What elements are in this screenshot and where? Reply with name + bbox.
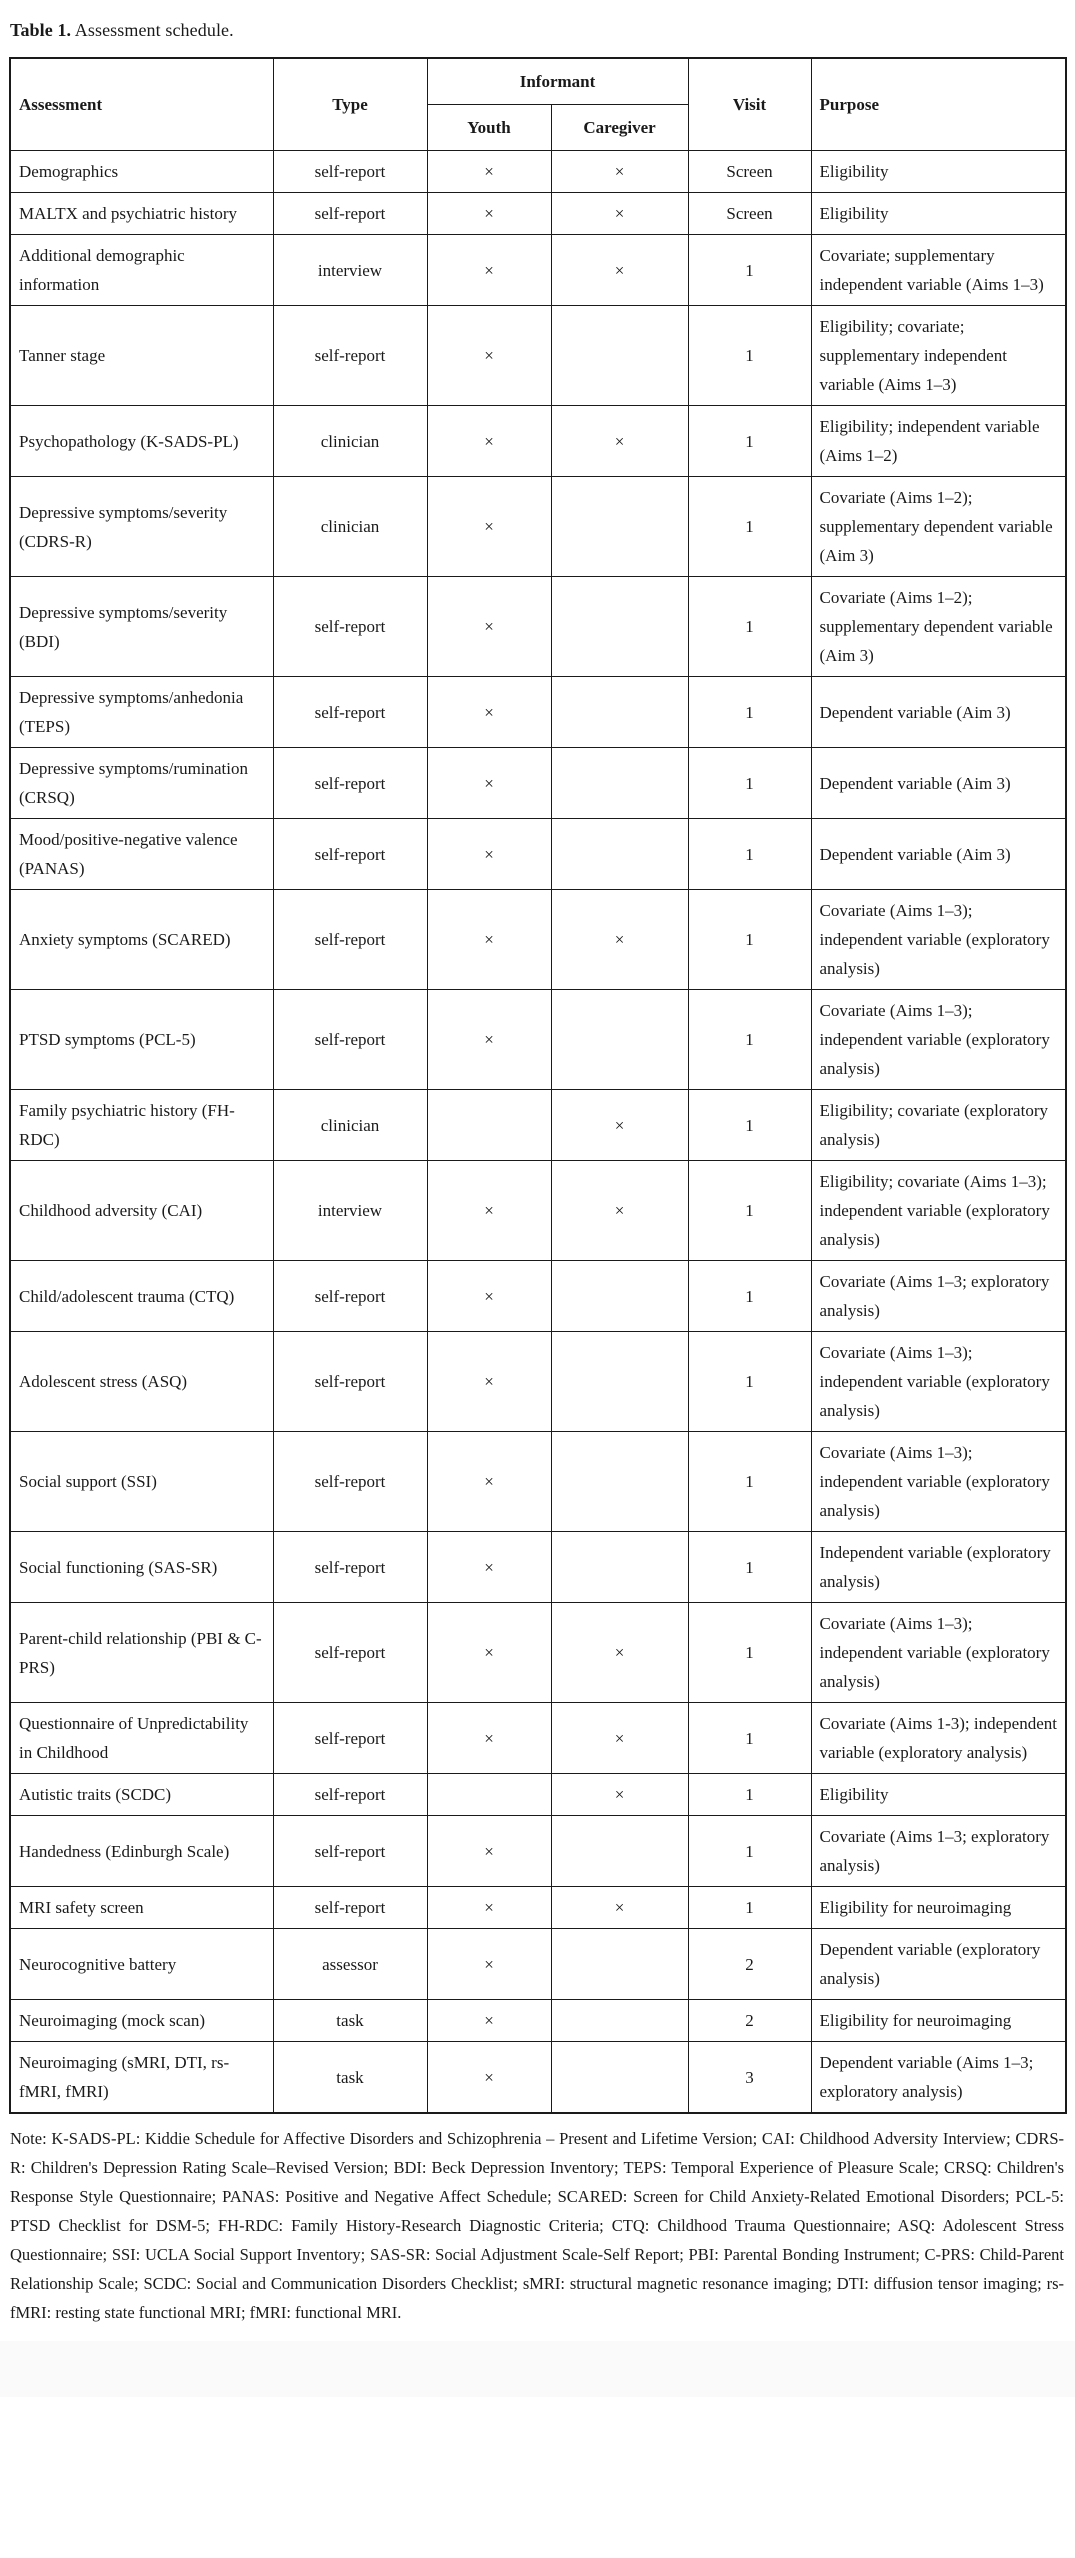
type-cell: self-report	[273, 1703, 427, 1774]
caregiver-cell	[551, 477, 688, 577]
visit-cell: 1	[688, 1161, 811, 1261]
assessment-cell: Demographics	[10, 151, 273, 193]
table-row	[10, 1603, 1066, 1703]
type-cell: self-report	[273, 193, 427, 235]
type-cell: self-report	[273, 677, 427, 748]
assessment-cell: Handedness (Edinburgh Scale)	[10, 1816, 273, 1887]
table-row	[10, 890, 1066, 990]
assessment-cell: Questionnaire of Unpredictability in Childhood	[10, 1703, 273, 1774]
visit-cell: 1	[688, 1703, 811, 1774]
purpose-cell: Covariate; supplementary independent variable (Aims 1–3)	[811, 235, 1066, 306]
purpose-cell: Covariate (Aims 1–3; exploratory analysis)	[811, 1261, 1066, 1332]
youth-cell: ×	[427, 890, 551, 990]
page-bottom-area	[0, 2341, 1075, 2397]
purpose-cell: Covariate (Aims 1–3); independent variable (exploratory analysis)	[811, 1603, 1066, 1703]
caregiver-cell	[551, 577, 688, 677]
purpose-cell: Eligibility for neuroimaging	[811, 1887, 1066, 1929]
caregiver-cell	[551, 1532, 688, 1603]
caregiver-cell	[551, 819, 688, 890]
table-row	[10, 1703, 1066, 1774]
purpose-cell: Eligibility	[811, 151, 1066, 193]
type-cell: self-report	[273, 990, 427, 1090]
type-cell: self-report	[273, 306, 427, 406]
table-row	[10, 577, 1066, 677]
table-row	[10, 1432, 1066, 1532]
table-row	[10, 235, 1066, 306]
caregiver-cell	[551, 748, 688, 819]
purpose-cell: Covariate (Aims 1–3); independent variable (exploratory analysis)	[811, 1332, 1066, 1432]
header-informant: Informant	[427, 58, 688, 105]
type-cell: assessor	[273, 1929, 427, 2000]
youth-cell: ×	[427, 2000, 551, 2042]
purpose-cell: Eligibility; covariate; supplementary independent variable (Aims 1–3)	[811, 306, 1066, 406]
type-cell: task	[273, 2042, 427, 2114]
assessment-cell: Mood/positive-negative valence (PANAS)	[10, 819, 273, 890]
table-number-label: Table 1.	[10, 20, 72, 40]
table-title	[10, 20, 1066, 41]
purpose-cell: Dependent variable (Aim 3)	[811, 819, 1066, 890]
youth-cell: ×	[427, 748, 551, 819]
header-row-top	[10, 58, 1066, 105]
visit-cell: 1	[688, 1090, 811, 1161]
type-cell: self-report	[273, 1432, 427, 1532]
assessment-cell: Tanner stage	[10, 306, 273, 406]
table-row	[10, 193, 1066, 235]
visit-cell: 1	[688, 819, 811, 890]
table-header	[10, 58, 1066, 151]
assessment-cell: Child/adolescent trauma (CTQ)	[10, 1261, 273, 1332]
type-cell: self-report	[273, 1332, 427, 1432]
youth-cell: ×	[427, 677, 551, 748]
youth-cell: ×	[427, 2042, 551, 2114]
assessment-cell: Additional demographic information	[10, 235, 273, 306]
type-cell: self-report	[273, 1816, 427, 1887]
visit-cell: 2	[688, 2000, 811, 2042]
assessment-cell: Anxiety symptoms (SCARED)	[10, 890, 273, 990]
table-row	[10, 2000, 1066, 2042]
table-row	[10, 2042, 1066, 2114]
visit-cell: 1	[688, 1887, 811, 1929]
header-visit: Visit	[688, 58, 811, 151]
caregiver-cell: ×	[551, 1703, 688, 1774]
assessment-schedule-table	[9, 57, 1067, 2114]
youth-cell: ×	[427, 1703, 551, 1774]
youth-cell: ×	[427, 477, 551, 577]
table-note: Note: K-SADS-PL: Kiddie Schedule for Affective Disorders and Schizophrenia – Present and Lifetime Version; CAI: Childhood Adversity Interview; CDRS-R: Children's Depression Rating Scale–Revised Version; BDI: Beck Depression Inventory; TEPS: Temporal Experience of Pleasure Scale; CRSQ: Children's Response Style Questionnaire; PANAS: Positive and Negative Affect Schedule; SCARED: Screen for Child Anxiety-Related Emotional Disorders; PCL-5: PTSD Checklist for DSM-5; FH-RDC: Family History-Research Diagnostic Criteria; CTQ: Childhood Trauma Questionnaire; ASQ: Adolescent Stress Questionnaire; SSI: UCLA Social Support Inventory; SAS-SR: Social Adjustment Scale-Self Report; PBI: Parental Bonding Instrument; C-PRS: Child-Parent Relationship Scale; SCDC: Social and Communication Disorders Checklist; sMRI: structural magnetic resonance imaging; DTI: diffusion tensor imaging; rs-fMRI: resting state functional MRI; fMRI: functional MRI.	[10, 2129, 1064, 2322]
assessment-cell: Adolescent stress (ASQ)	[10, 1332, 273, 1432]
purpose-cell: Dependent variable (Aim 3)	[811, 748, 1066, 819]
type-cell: self-report	[273, 819, 427, 890]
youth-cell: ×	[427, 1261, 551, 1332]
table-row	[10, 1261, 1066, 1332]
header-caregiver: Caregiver	[551, 105, 688, 151]
table-row	[10, 1774, 1066, 1816]
purpose-cell: Dependent variable (Aims 1–3; exploratory analysis)	[811, 2042, 1066, 2114]
youth-cell: ×	[427, 1432, 551, 1532]
assessment-cell: Parent-child relationship (PBI & C-PRS)	[10, 1603, 273, 1703]
purpose-cell: Eligibility	[811, 1774, 1066, 1816]
caregiver-cell	[551, 2000, 688, 2042]
purpose-cell: Covariate (Aims 1–3); independent variable (exploratory analysis)	[811, 890, 1066, 990]
purpose-cell: Eligibility; covariate (Aims 1–3); independent variable (exploratory analysis)	[811, 1161, 1066, 1261]
visit-cell: 1	[688, 406, 811, 477]
assessment-cell: MRI safety screen	[10, 1887, 273, 1929]
caregiver-cell: ×	[551, 1161, 688, 1261]
purpose-cell: Eligibility; covariate (exploratory analysis)	[811, 1090, 1066, 1161]
assessment-cell: Neuroimaging (sMRI, DTI, rs-fMRI, fMRI)	[10, 2042, 273, 2114]
type-cell: self-report	[273, 1774, 427, 1816]
table-row	[10, 406, 1066, 477]
type-cell: interview	[273, 1161, 427, 1261]
youth-cell: ×	[427, 990, 551, 1090]
youth-cell: ×	[427, 1929, 551, 2000]
visit-cell: 1	[688, 1432, 811, 1532]
caregiver-cell	[551, 677, 688, 748]
purpose-cell: Covariate (Aims 1-3); independent variable (exploratory analysis)	[811, 1703, 1066, 1774]
type-cell: clinician	[273, 477, 427, 577]
visit-cell: 1	[688, 1816, 811, 1887]
assessment-cell: Autistic traits (SCDC)	[10, 1774, 273, 1816]
header-type: Type	[273, 58, 427, 151]
type-cell: clinician	[273, 406, 427, 477]
purpose-cell: Covariate (Aims 1–3; exploratory analysis)	[811, 1816, 1066, 1887]
caregiver-cell	[551, 2042, 688, 2114]
caregiver-cell: ×	[551, 1090, 688, 1161]
purpose-cell: Eligibility	[811, 193, 1066, 235]
caregiver-cell: ×	[551, 1603, 688, 1703]
table-row	[10, 1887, 1066, 1929]
type-cell: self-report	[273, 1887, 427, 1929]
visit-cell: Screen	[688, 193, 811, 235]
visit-cell: 1	[688, 477, 811, 577]
assessment-cell: Neurocognitive battery	[10, 1929, 273, 2000]
assessment-cell: PTSD symptoms (PCL-5)	[10, 990, 273, 1090]
caregiver-cell	[551, 990, 688, 1090]
table-row	[10, 151, 1066, 193]
type-cell: self-report	[273, 1261, 427, 1332]
assessment-cell: Depressive symptoms/anhedonia (TEPS)	[10, 677, 273, 748]
purpose-cell: Covariate (Aims 1–2); supplementary dependent variable (Aim 3)	[811, 577, 1066, 677]
table-row	[10, 1532, 1066, 1603]
assessment-cell: Neuroimaging (mock scan)	[10, 2000, 273, 2042]
assessment-cell: Depressive symptoms/severity (CDRS-R)	[10, 477, 273, 577]
header-purpose: Purpose	[811, 58, 1066, 151]
assessment-cell: Childhood adversity (CAI)	[10, 1161, 273, 1261]
assessment-cell: Psychopathology (K-SADS-PL)	[10, 406, 273, 477]
type-cell: self-report	[273, 890, 427, 990]
caregiver-cell: ×	[551, 151, 688, 193]
caregiver-cell: ×	[551, 890, 688, 990]
visit-cell: 1	[688, 1532, 811, 1603]
purpose-cell: Covariate (Aims 1–3); independent variable (exploratory analysis)	[811, 990, 1066, 1090]
table-row	[10, 1161, 1066, 1261]
table-caption: Assessment schedule.	[71, 20, 234, 40]
youth-cell: ×	[427, 819, 551, 890]
type-cell: self-report	[273, 748, 427, 819]
assessment-cell: Social functioning (SAS-SR)	[10, 1532, 273, 1603]
caregiver-cell: ×	[551, 406, 688, 477]
table-row	[10, 677, 1066, 748]
assessment-cell: Depressive symptoms/rumination (CRSQ)	[10, 748, 273, 819]
header-youth: Youth	[427, 105, 551, 151]
assessment-cell: Depressive symptoms/severity (BDI)	[10, 577, 273, 677]
visit-cell: 1	[688, 890, 811, 990]
table-row	[10, 819, 1066, 890]
caregiver-cell	[551, 1261, 688, 1332]
assessment-cell: MALTX and psychiatric history	[10, 193, 273, 235]
purpose-cell: Eligibility; independent variable (Aims 1–2)	[811, 406, 1066, 477]
header-assessment: Assessment	[10, 58, 273, 151]
visit-cell: Screen	[688, 151, 811, 193]
youth-cell: ×	[427, 151, 551, 193]
type-cell: interview	[273, 235, 427, 306]
table-row	[10, 990, 1066, 1090]
assessment-cell: Family psychiatric history (FH-RDC)	[10, 1090, 273, 1161]
visit-cell: 1	[688, 1261, 811, 1332]
visit-cell: 1	[688, 1332, 811, 1432]
caregiver-cell	[551, 1432, 688, 1532]
youth-cell: ×	[427, 306, 551, 406]
table-row	[10, 306, 1066, 406]
visit-cell: 1	[688, 748, 811, 819]
table-row	[10, 1090, 1066, 1161]
table-row	[10, 477, 1066, 577]
youth-cell: ×	[427, 1532, 551, 1603]
youth-cell: ×	[427, 1603, 551, 1703]
visit-cell: 1	[688, 235, 811, 306]
visit-cell: 1	[688, 577, 811, 677]
youth-cell	[427, 1774, 551, 1816]
youth-cell: ×	[427, 1887, 551, 1929]
caregiver-cell: ×	[551, 235, 688, 306]
youth-cell: ×	[427, 193, 551, 235]
assessment-cell: Social support (SSI)	[10, 1432, 273, 1532]
youth-cell: ×	[427, 577, 551, 677]
purpose-cell: Dependent variable (exploratory analysis)	[811, 1929, 1066, 2000]
visit-cell: 3	[688, 2042, 811, 2114]
youth-cell	[427, 1090, 551, 1161]
type-cell: clinician	[273, 1090, 427, 1161]
caregiver-cell: ×	[551, 1774, 688, 1816]
visit-cell: 1	[688, 1774, 811, 1816]
caregiver-cell	[551, 1929, 688, 2000]
caregiver-cell	[551, 1816, 688, 1887]
type-cell: self-report	[273, 577, 427, 677]
table-row	[10, 1816, 1066, 1887]
caregiver-cell	[551, 1332, 688, 1432]
youth-cell: ×	[427, 235, 551, 306]
visit-cell: 2	[688, 1929, 811, 2000]
purpose-cell: Independent variable (exploratory analysis)	[811, 1532, 1066, 1603]
table-row	[10, 748, 1066, 819]
visit-cell: 1	[688, 990, 811, 1090]
caregiver-cell	[551, 306, 688, 406]
purpose-cell: Covariate (Aims 1–3); independent variable (exploratory analysis)	[811, 1432, 1066, 1532]
table-row	[10, 1332, 1066, 1432]
purpose-cell: Covariate (Aims 1–2); supplementary dependent variable (Aim 3)	[811, 477, 1066, 577]
youth-cell: ×	[427, 1161, 551, 1261]
type-cell: self-report	[273, 151, 427, 193]
youth-cell: ×	[427, 1332, 551, 1432]
caregiver-cell: ×	[551, 1887, 688, 1929]
visit-cell: 1	[688, 677, 811, 748]
table-body	[10, 151, 1066, 2114]
visit-cell: 1	[688, 1603, 811, 1703]
type-cell: self-report	[273, 1603, 427, 1703]
purpose-cell: Eligibility for neuroimaging	[811, 2000, 1066, 2042]
caregiver-cell: ×	[551, 193, 688, 235]
type-cell: self-report	[273, 1532, 427, 1603]
youth-cell: ×	[427, 406, 551, 477]
visit-cell: 1	[688, 306, 811, 406]
youth-cell: ×	[427, 1816, 551, 1887]
table-row	[10, 1929, 1066, 2000]
purpose-cell: Dependent variable (Aim 3)	[811, 677, 1066, 748]
type-cell: task	[273, 2000, 427, 2042]
